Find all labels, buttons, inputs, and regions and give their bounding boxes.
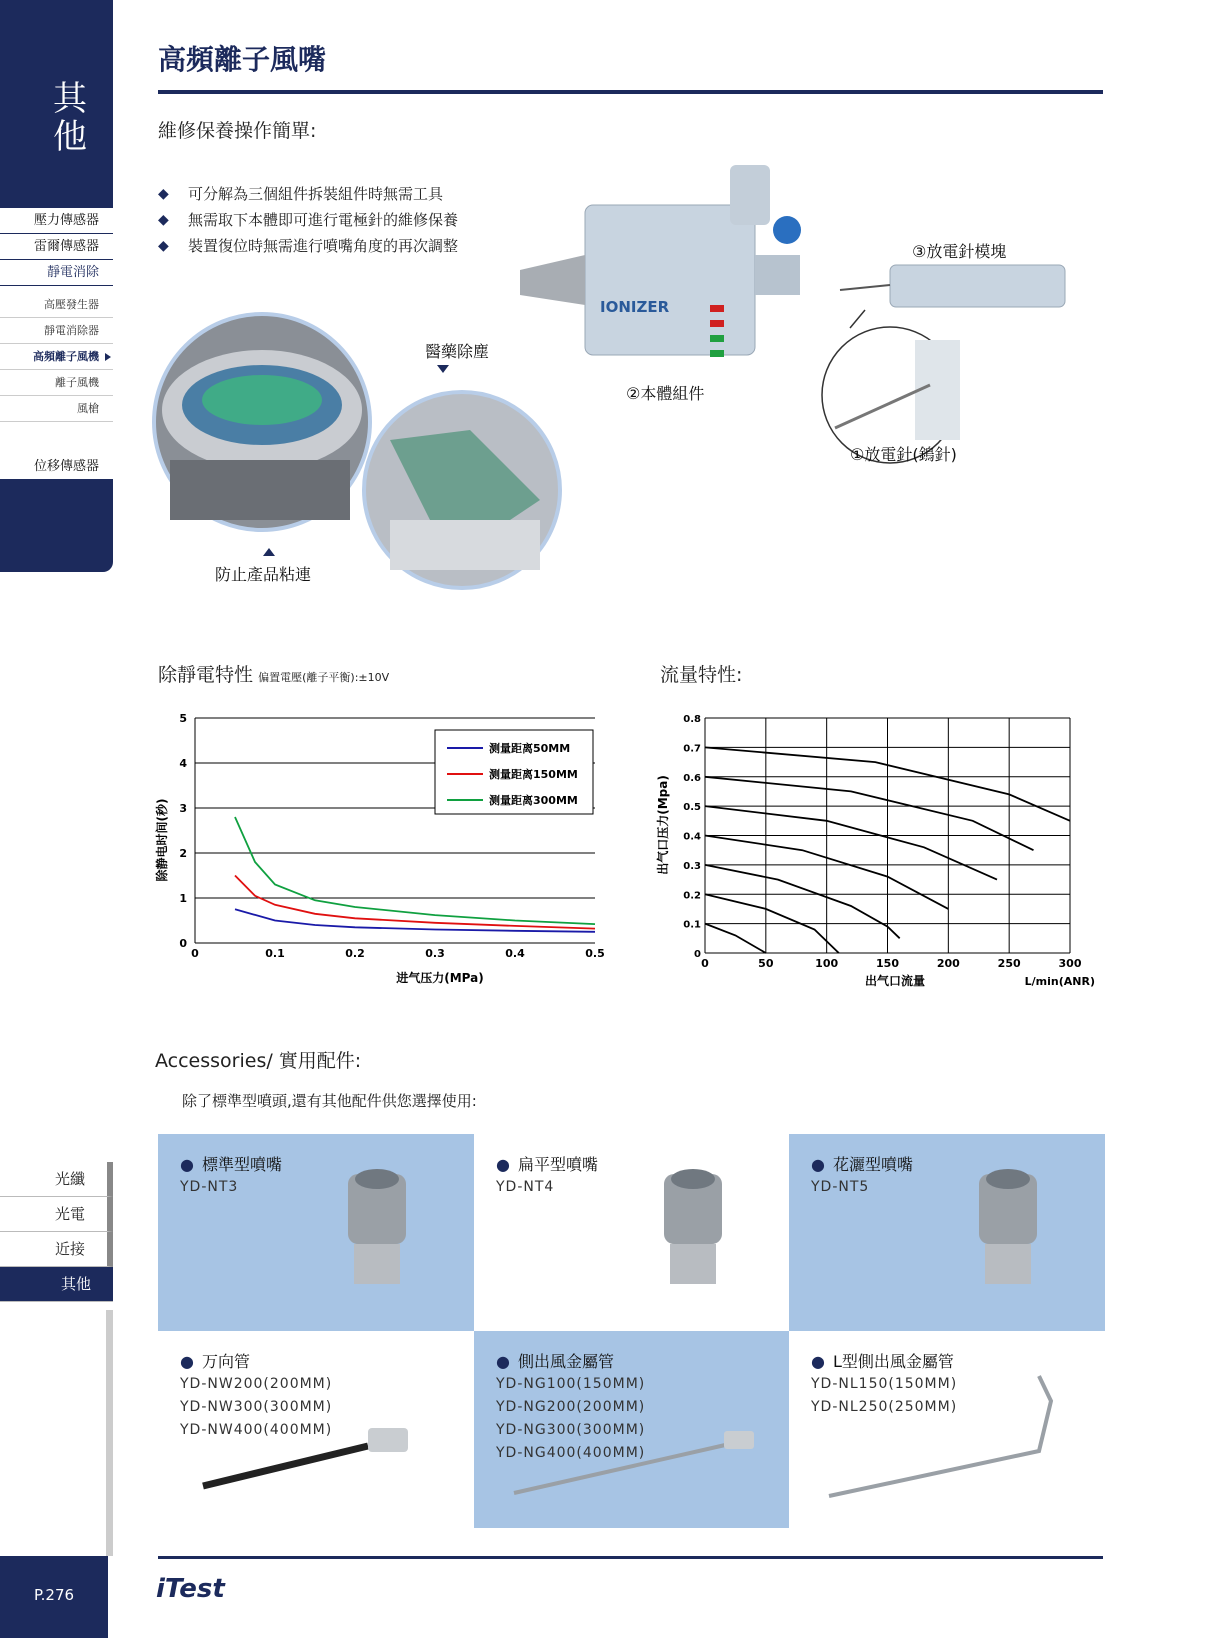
accessory-code: YD-NW300(300MM) [180,1399,333,1415]
chart1-legend-label: 测量距离300MM [489,794,578,807]
chart2-xtick: 250 [997,957,1021,970]
chart1-xtick: 0.5 [585,947,605,960]
chart1-ytick: 0 [179,937,187,950]
ionizer-device [520,165,801,357]
chart2-ytick: 0.6 [683,772,701,784]
accessory-card [158,1134,474,1331]
accessory-code: YD-NL150(150MM) [811,1376,958,1392]
accessory-code: YD-NT5 [811,1179,870,1195]
chart1-legend-label: 测量距离150MM [489,768,578,781]
accessories-heading: Accessories/ 實用配件: [155,1050,362,1072]
chart1-xtick: 0.4 [505,947,525,960]
sidebar-item-displacement[interactable]: 位移傳感器 [0,454,113,480]
accessory-code: YD-NG300(300MM) [496,1422,646,1438]
feature-item: ◆ 裝置復位時無需進行噴嘴角度的再次調整 [158,233,458,259]
label-needle: ①放電針(鎢針) [850,445,957,464]
chart2-title: 流量特性: [660,664,743,686]
chart2-xtick: 200 [936,957,960,970]
sidebar-scroll-bar [106,1310,113,1556]
chart2-ylabel: 出气口压力(Mpa) [656,775,670,875]
chart2-xtick: 50 [758,957,774,970]
label-anti-stick: 防止產品粘連 [215,565,312,584]
chart2-ytick: 0.4 [683,831,701,843]
sidebar-sub-gun[interactable]: 風槍 [0,396,113,422]
application-circle-right [364,392,560,588]
chart2-ytick: 0.8 [683,714,701,725]
chart2-xtick: 0 [701,957,709,970]
accessory-image [158,1331,474,1528]
category-tabs [0,1162,113,1302]
sidebar-sub-hf-nozzle[interactable]: 高頻離子風機 [0,344,113,370]
sidebar-item-static[interactable]: 靜電消除 [0,260,113,286]
chart-discharge [150,700,620,1000]
accessory-code: YD-NW200(200MM) [180,1376,333,1392]
accessory-name: ● 標準型噴嘴 [180,1152,282,1175]
accessory-code: YD-NW400(400MM) [180,1422,333,1438]
chart2-ytick: 0.1 [683,919,701,931]
chart1-title: 除靜電特性 [158,664,254,686]
chart1-ytick: 2 [179,847,187,860]
accessory-image [789,1331,1105,1528]
sidebar-item-pressure[interactable]: 壓力傳感器 [0,208,113,234]
accessory-name: ● L型側出風金屬管 [811,1349,954,1372]
sidebar-item-rain[interactable]: 雷爾傳感器 [0,234,113,260]
sidebar-sub-eliminator[interactable]: 靜電消除器 [0,318,113,344]
sidebar-menu [0,208,113,480]
chart2-ytick: 0.7 [683,743,701,755]
feature-item: ◆ 無需取下本體即可進行電極針的維修保養 [158,207,458,233]
chart2-xlabel: 出气口流量 [864,974,926,988]
chart2-ytick: 0.5 [683,802,701,814]
chart1-xlabel: 进气压力(MPa) [396,971,484,985]
chart2-xunit: L/min(ANR) [1024,975,1095,988]
accessory-code: YD-NG400(400MM) [496,1445,646,1461]
chart1-xtick: 0.1 [265,947,285,960]
chart1-xtick: 0.3 [425,947,445,960]
chart2-ytick: 0.2 [683,890,701,902]
accessory-image [474,1134,790,1331]
accessories-intro: 除了標準型噴頭,還有其他配件供您選擇使用: [182,1092,477,1110]
chart1-ytick: 3 [179,802,187,815]
accessory-name: ● 扁平型噴嘴 [496,1152,598,1175]
pointer-up-icon [263,548,275,556]
accessory-card [474,1331,790,1528]
accessory-code: YD-NL250(250MM) [811,1399,958,1415]
chart2-ytick: 0.3 [683,860,701,872]
accessory-code: YD-NG100(150MM) [496,1376,646,1392]
chart2-xtick: 300 [1058,957,1082,970]
accessory-code: YD-NT3 [180,1179,239,1195]
footer-divider [158,1556,1103,1559]
accessory-card [474,1134,790,1331]
page-number: P.276 [0,1556,108,1638]
accessory-code: YD-NT4 [496,1179,555,1195]
feature-item: ◆ 可分解為三個組件拆裝組件時無需工具 [158,181,458,207]
accessory-name: ● 側出風金屬管 [496,1349,614,1372]
label-module: ③放電針模塊 [912,242,1007,261]
needle-detail-circle [822,310,960,463]
accessory-card [789,1134,1105,1331]
application-circle-left [154,314,370,530]
chart1-legend-label: 测量距离50MM [489,742,571,755]
tab-fiber[interactable]: 光纖 [0,1162,113,1197]
tab-photo[interactable]: 光電 [0,1197,113,1232]
chart1-ytick: 5 [179,712,187,725]
device-brand-text: IONIZER [600,298,670,316]
sidebar-sub-hv[interactable]: 高壓發生器 [0,292,113,318]
brand-logo: iTest [156,1574,225,1604]
accessory-image [789,1134,1105,1331]
chart1-ytick: 4 [179,757,187,770]
chart1-xtick: 0 [191,947,199,960]
chart1-series-line [235,876,595,929]
accessory-name: ● 万向管 [180,1349,250,1372]
page-title: 高頻離子風嘴 [158,43,327,76]
chart1-xtick: 0.2 [345,947,365,960]
chart1-ytick: 1 [179,892,187,905]
sidebar-section-title: 其 他 [53,79,87,157]
chart1-note: 偏置電壓(離子平衡):±10V [258,671,390,684]
title-divider [158,90,1103,94]
accessory-image [474,1331,790,1528]
accessory-code: YD-NG200(200MM) [496,1399,646,1415]
chart1-heading [158,660,389,687]
chart1-ylabel: 除静电时间(秒) [155,798,169,882]
product-illustration [150,160,1110,610]
accessory-card [789,1331,1105,1528]
tab-proximity[interactable]: 近接 [0,1232,113,1267]
section-subtitle: 維修保養操作簡單: [158,120,317,142]
accessory-card [158,1331,474,1528]
accessory-name: ● 花灑型噴嘴 [811,1152,913,1175]
pointer-down-icon [437,365,449,373]
accessory-image [158,1134,474,1331]
chart-flow [655,700,1115,1000]
chart2-xtick: 150 [876,957,899,970]
label-pharma: 醫藥除塵 [425,342,490,361]
chart2-ytick: 0 [694,949,701,960]
sidebar-sub-ion-fan[interactable]: 離子風機 [0,370,113,396]
chart1-legend [435,730,593,814]
chart2-series-line [705,924,766,953]
needle-module [840,265,1065,307]
label-body: ②本體組件 [626,384,705,403]
chart2-xtick: 100 [815,957,839,970]
tab-other[interactable]: 其他 [0,1267,113,1302]
